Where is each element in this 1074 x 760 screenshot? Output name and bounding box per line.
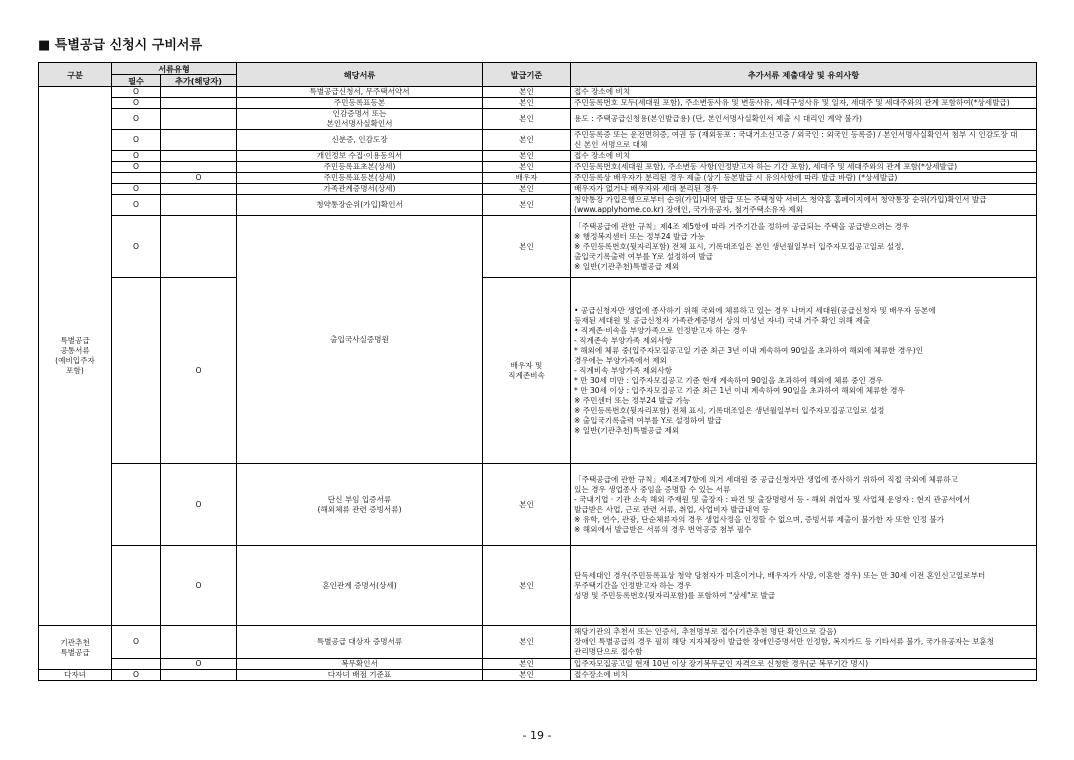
- document-name-line: 주민등록표등본(상세): [323, 173, 396, 182]
- group-label: [39, 670, 112, 681]
- issue-basis: [483, 659, 571, 670]
- document-name-line: 혼인관계 증명서(상세): [322, 580, 397, 590]
- issue-basis: [483, 195, 571, 216]
- notes-line: 주민등록번호 모두(세대원 포함), 주소변동사유 및 변동사유, 세대구성사유 및 일자, 세대주 및 세대주와의 관계 포함하여(*상세발급): [574, 98, 1010, 107]
- additional-mark: [161, 626, 237, 659]
- required-mark: [112, 173, 161, 184]
- required-mark: O: [112, 87, 161, 98]
- document-name-line: 단신 부임 입증서류: [327, 494, 392, 504]
- document-name-line: 주민등록표초본(상세): [323, 162, 396, 171]
- issue-basis: [483, 546, 571, 626]
- additional-mark: [161, 162, 237, 173]
- notes-line: 주민등록증 또는 운전면허증, 여권 등 (재외동포 : 국내거소신고증 / 외국인 : 외국인 등록증) / 본인서명사실확인서 첨부 시 인감도장 대: [574, 130, 1018, 139]
- required-mark: O: [112, 109, 161, 130]
- table-row: [39, 98, 1037, 109]
- table-row: [39, 546, 1037, 626]
- table-row: [39, 109, 1037, 130]
- table-row: [39, 151, 1037, 162]
- table-row: [39, 659, 1037, 670]
- document-name-line: 본인서명사실확인서: [326, 119, 393, 128]
- required-mark: [112, 659, 161, 670]
- document-name: [237, 195, 483, 216]
- notes-line: • 공급신청자만 생업에 종사하기 위해 국외에 체류하고 있는 경우 나머지 세대원(공급신청자 및 배우자 등본에: [574, 305, 936, 315]
- table-row: [39, 173, 1037, 184]
- notes-line: * 만 30세 이상 : 입주자모집공고 기준 최근 1년 이내 계속하여 90일을 초과하여 해외에 체류한 경우: [574, 385, 905, 395]
- notes-line: • 직계존·비속을 부양가족으로 인정받고자 하는 경우: [574, 325, 748, 335]
- table-row: [39, 130, 1037, 151]
- additional-mark: O: [161, 173, 237, 184]
- notes: [571, 87, 1037, 98]
- notes-line: ※ 출입국기록출력 여부를 Y로 설정하여 발급: [574, 415, 722, 425]
- required-mark: O: [112, 162, 161, 173]
- notes: [571, 278, 1037, 464]
- issue-basis: [483, 151, 571, 162]
- table-row: [39, 670, 1037, 681]
- document-name: [237, 216, 483, 464]
- document-name-line: 개인정보 수집·이용동의서: [316, 151, 403, 160]
- notes-line: 있는 경우 생업종사 중임을 증명할 수 있는 서류: [574, 484, 731, 494]
- notes-line: 경우에는 부양가족에서 제외: [574, 355, 667, 365]
- issue-basis: [483, 130, 571, 151]
- issue-basis-line: 본인: [519, 241, 534, 251]
- document-name-line: 인감증명서 또는: [332, 109, 387, 118]
- table-row: [39, 216, 1037, 278]
- notes: [571, 130, 1037, 151]
- issue-basis-line: 본인: [519, 184, 534, 193]
- document-name: [237, 130, 483, 151]
- notes-line: ※ 주민등록번호(뒷자리포함) 전체 표시, 기록대조일은 생년월일부터 입주자모집공고일로 설정: [574, 405, 885, 415]
- notes-line: 접수 장소에 비치: [574, 151, 631, 160]
- required-mark: O: [112, 151, 161, 162]
- notes-line: 출입국기록출력 여부를 Y로 설정하여 발급: [574, 251, 714, 261]
- group-label-line: 공통서류: [60, 346, 90, 355]
- header-required: 필수: [112, 75, 161, 87]
- notes-line: 청약통장 가입은행으로부터 순위(가입)내역 발급 또는 주택청약 서비스 청약홈 홈페이지에서 청약통장 순위(가입)확인서 발급: [574, 195, 987, 204]
- notes: [571, 162, 1037, 173]
- table-row: [39, 162, 1037, 173]
- document-name: [237, 162, 483, 173]
- group-label-line: (예비입주자: [55, 356, 95, 365]
- issue-basis-line: 본인: [519, 659, 534, 668]
- additional-mark: [161, 195, 237, 216]
- document-name: [237, 546, 483, 626]
- notes-line: 성명 및 주민등록번호(뒷자리포함)를 포함하여 "상세"로 발급: [574, 590, 776, 600]
- notes: [571, 151, 1037, 162]
- notes-line: 접수 장소에 비치: [574, 87, 631, 96]
- notes-line: 입주자모집공고일 현재 10년 이상 장기복무군인 자격으로 신청한 경우(군 복무기간 명시): [574, 659, 869, 668]
- group-label-line: 특별공급: [60, 647, 90, 657]
- notes-line: - 직계비속 부양가족 제외사항: [574, 365, 673, 375]
- issue-basis-line: 배우자 및: [510, 360, 543, 370]
- notes-line: 주민등록번호(세대원 포함), 주소변동 사항(인정받고자 하는 기간 포함), 세대주 및 세대주와의 관계 포함(*상세발급): [574, 162, 958, 171]
- issue-basis: [483, 173, 571, 184]
- issue-basis: [483, 98, 571, 109]
- notes-line: 「주택공급에 관한 규칙」제4조 제5항에 따라 거주기간을 정하여 공급되는 주택을 공급받으려는 경우: [574, 221, 910, 231]
- issue-basis: [483, 626, 571, 659]
- issue-basis-line: 본인: [519, 200, 534, 209]
- issue-basis-line: 본인: [519, 162, 534, 171]
- issue-basis: [483, 216, 571, 278]
- document-name: [237, 464, 483, 546]
- issue-basis: [483, 464, 571, 546]
- issue-basis: [483, 162, 571, 173]
- header-issue-basis: 발급기준: [483, 63, 571, 87]
- additional-mark: O: [161, 546, 237, 626]
- notes-line: 해당기관의 추천서 또는 인증서, 추천명부로 접수(기관추천 명단 확인으로 갈음): [574, 627, 837, 636]
- notes-line: * 만 30세 미만 : 입주자모집공고 기준 현재 계속하여 90일을 초과하여 해외에 체류 중인 경우: [574, 375, 883, 385]
- required-mark: O: [112, 184, 161, 195]
- required-mark: O: [112, 626, 161, 659]
- required-mark: O: [112, 98, 161, 109]
- group-label: [39, 87, 112, 626]
- notes-line: (www.applyhome.co.kr) 장애인, 국가유공자, 철거주택소유자 제외: [574, 205, 803, 214]
- notes-line: 신 본인 서명으로 대체: [574, 140, 648, 149]
- notes-line: 무주택기간을 인정받고자 하는 경우: [574, 580, 692, 590]
- header-additional: 추가(해당자): [161, 75, 237, 87]
- document-name-line: 가족관계증명서(상세): [323, 184, 396, 193]
- issue-basis-line: 본인: [519, 637, 534, 646]
- additional-mark: [161, 151, 237, 162]
- additional-mark: [161, 109, 237, 130]
- document-name-line: (해외체류 관련 증빙서류): [317, 504, 402, 514]
- additional-mark: O: [161, 464, 237, 546]
- header-category: 구분: [39, 63, 112, 87]
- document-name: [237, 173, 483, 184]
- notes: [571, 184, 1037, 195]
- notes-line: ※ 주민등록번호(뒷자리포함) 전체 표시, 기록대조일은 본인 생년월일부터 입주자모집공고일로 설정,: [574, 241, 904, 251]
- header-notes: 추가서류 제출대상 및 유의사항: [571, 63, 1037, 87]
- document-name-line: 특별공급신청서, 무주택서약서: [309, 87, 410, 96]
- required-mark: [112, 464, 161, 546]
- header-doc-type: 서류유형: [112, 63, 237, 75]
- notes-line: 접수장소에 비치: [574, 670, 628, 679]
- group-label: [39, 626, 112, 670]
- document-name: [237, 98, 483, 109]
- notes: [571, 659, 1037, 670]
- issue-basis-line: 직계존비속: [508, 370, 545, 380]
- additional-mark: [161, 87, 237, 98]
- additional-mark: [161, 184, 237, 195]
- notes: [571, 670, 1037, 681]
- notes-line: 관리명단으로 접수함: [574, 647, 643, 656]
- group-label-line: 포함): [66, 366, 84, 375]
- required-mark: [112, 278, 161, 464]
- group-label-line: 다자녀: [63, 670, 86, 679]
- additional-mark: [161, 98, 237, 109]
- notes: [571, 109, 1037, 130]
- notes-line: 배우자가 없거나 배우자와 세대 분리된 경우: [574, 184, 719, 193]
- document-name: [237, 626, 483, 659]
- document-name-line: 출입국사실증명원: [330, 334, 389, 344]
- notes: [571, 546, 1037, 626]
- issue-basis-line: 배우자: [515, 173, 538, 182]
- required-mark: O: [112, 130, 161, 151]
- notes-line: ※ 주민센터 또는 정부24 발급 가능: [574, 395, 691, 405]
- document-name-line: 신분증, 인감도장: [331, 135, 388, 144]
- documents-table: [38, 62, 1037, 681]
- document-name: [237, 151, 483, 162]
- table-row: [39, 626, 1037, 659]
- notes-line: ※ 해외에서 발급받은 서류의 경우 번역공증 첨부 필수: [574, 524, 752, 534]
- page-number: - 19 -: [522, 729, 552, 742]
- notes: [571, 98, 1037, 109]
- additional-mark: [161, 216, 237, 278]
- issue-basis: [483, 109, 571, 130]
- document-name-line: 주민등록표등본: [333, 98, 386, 107]
- document-name-line: 특별공급 대상자 증명서류: [316, 637, 403, 646]
- notes-line: 「주택공급에 관한 규칙」제4조제7항에 의거 세대원 중 공급신청자만 생업에 종사하기 위하여 직접 국외에 체류하고: [574, 474, 958, 484]
- issue-basis: [483, 278, 571, 464]
- notes-line: 용도 : 주택공급신청용(본인발급용) (단, 본인서명사실확인서 제출 시 대리인 계약 불가): [574, 114, 862, 123]
- required-mark: O: [112, 195, 161, 216]
- document-name: [237, 109, 483, 130]
- notes-line: 등재된 세대원 및 공급신청자 가족관계증명서 상의 미성년 자녀) 국내 거주 확인 위해 제출: [574, 315, 871, 325]
- table-row: [39, 195, 1037, 216]
- issue-basis-line: 본인: [519, 135, 534, 144]
- notes-line: - 국내기업 · 기관 소속 해외 주재원 및 출장자 : 파견 및 출장명령서 등 - 해외 취업자 및 사업체 운영자 : 현지 관공서에서: [574, 494, 971, 504]
- notes-line: ※ 행정복지센터 또는 정부24 발급 가능: [574, 231, 705, 241]
- table-row: [39, 464, 1037, 546]
- issue-basis-line: 본인: [519, 499, 534, 509]
- additional-mark: [161, 130, 237, 151]
- notes-line: ※ 일반(기관추천)특별공급 제외: [574, 261, 680, 271]
- required-mark: O: [112, 216, 161, 278]
- notes-line: 발급받은 사업, 근로 관련 서류, 취업, 사업비자 발급내역 등: [574, 504, 770, 514]
- document-name: [237, 87, 483, 98]
- document-name: [237, 184, 483, 195]
- group-label-line: 기관추천: [60, 637, 90, 647]
- notes-line: 단독세대인 경우(주민등록표상 청약 당첨자가 미혼이거나, 배우자가 사망, 이혼한 경우) 또는 만 30세 이전 혼인신고일로부터: [574, 570, 986, 580]
- document-name-line: 복무확인서: [341, 659, 378, 668]
- issue-basis-line: 본인: [519, 87, 534, 96]
- issue-basis-line: 본인: [519, 151, 534, 160]
- notes-line: 장애인 특별공급의 경우 필히 해당 지자체장이 발급한 장애인증명서만 인정함, 복지카드 등 기타서류 불가, 국가유공자는 보훈청: [574, 637, 995, 646]
- header-document: 해당서류: [237, 63, 483, 87]
- document-name-line: 다자녀 배점 기준표: [327, 670, 392, 679]
- notes: [571, 195, 1037, 216]
- table-row: [39, 278, 1037, 464]
- issue-basis-line: 본인: [519, 580, 534, 590]
- notes: [571, 464, 1037, 546]
- page-title: ■ 특별공급 신청시 구비서류: [38, 38, 202, 53]
- issue-basis: [483, 670, 571, 681]
- notes-line: ※ 유학, 연수, 관광, 단순체류자의 경우 생업사정을 인정할 수 없으며, 증빙서류 제출이 불가한 자 또한 인정 불가: [574, 514, 945, 524]
- issue-basis: [483, 87, 571, 98]
- table-row: [39, 87, 1037, 98]
- notes: [571, 626, 1037, 659]
- table-row: [39, 184, 1037, 195]
- required-mark: [112, 546, 161, 626]
- notes-line: - 직계존속 부양가족 제외사항: [574, 335, 673, 345]
- notes-line: ※ 일반(기관추천)특별공급 제외: [574, 425, 680, 435]
- additional-mark: O: [161, 659, 237, 670]
- additional-mark: [161, 670, 237, 681]
- additional-mark: O: [161, 278, 237, 464]
- group-label-line: 특별공급: [60, 336, 90, 345]
- required-mark: O: [112, 670, 161, 681]
- issue-basis-line: 본인: [519, 114, 534, 123]
- issue-basis-line: 본인: [519, 98, 534, 107]
- notes: [571, 173, 1037, 184]
- issue-basis: [483, 184, 571, 195]
- notes-line: * 해외에 체류 중(입주자모집공고일 기준 최근 3년 이내 계속하여 90일을 초과하여 해외에 체류한 경우)인: [574, 345, 924, 355]
- document-name-line: 청약통장순위(가입)확인서: [316, 200, 403, 209]
- issue-basis-line: 본인: [519, 670, 534, 679]
- document-name: [237, 659, 483, 670]
- notes-line: 주민등록상 배우자가 분리된 경우 제출 (상기 등본발급 시 유의사항에 따라 발급 바람) (*상세발급): [574, 173, 898, 182]
- notes: [571, 216, 1037, 278]
- document-name: [237, 670, 483, 681]
